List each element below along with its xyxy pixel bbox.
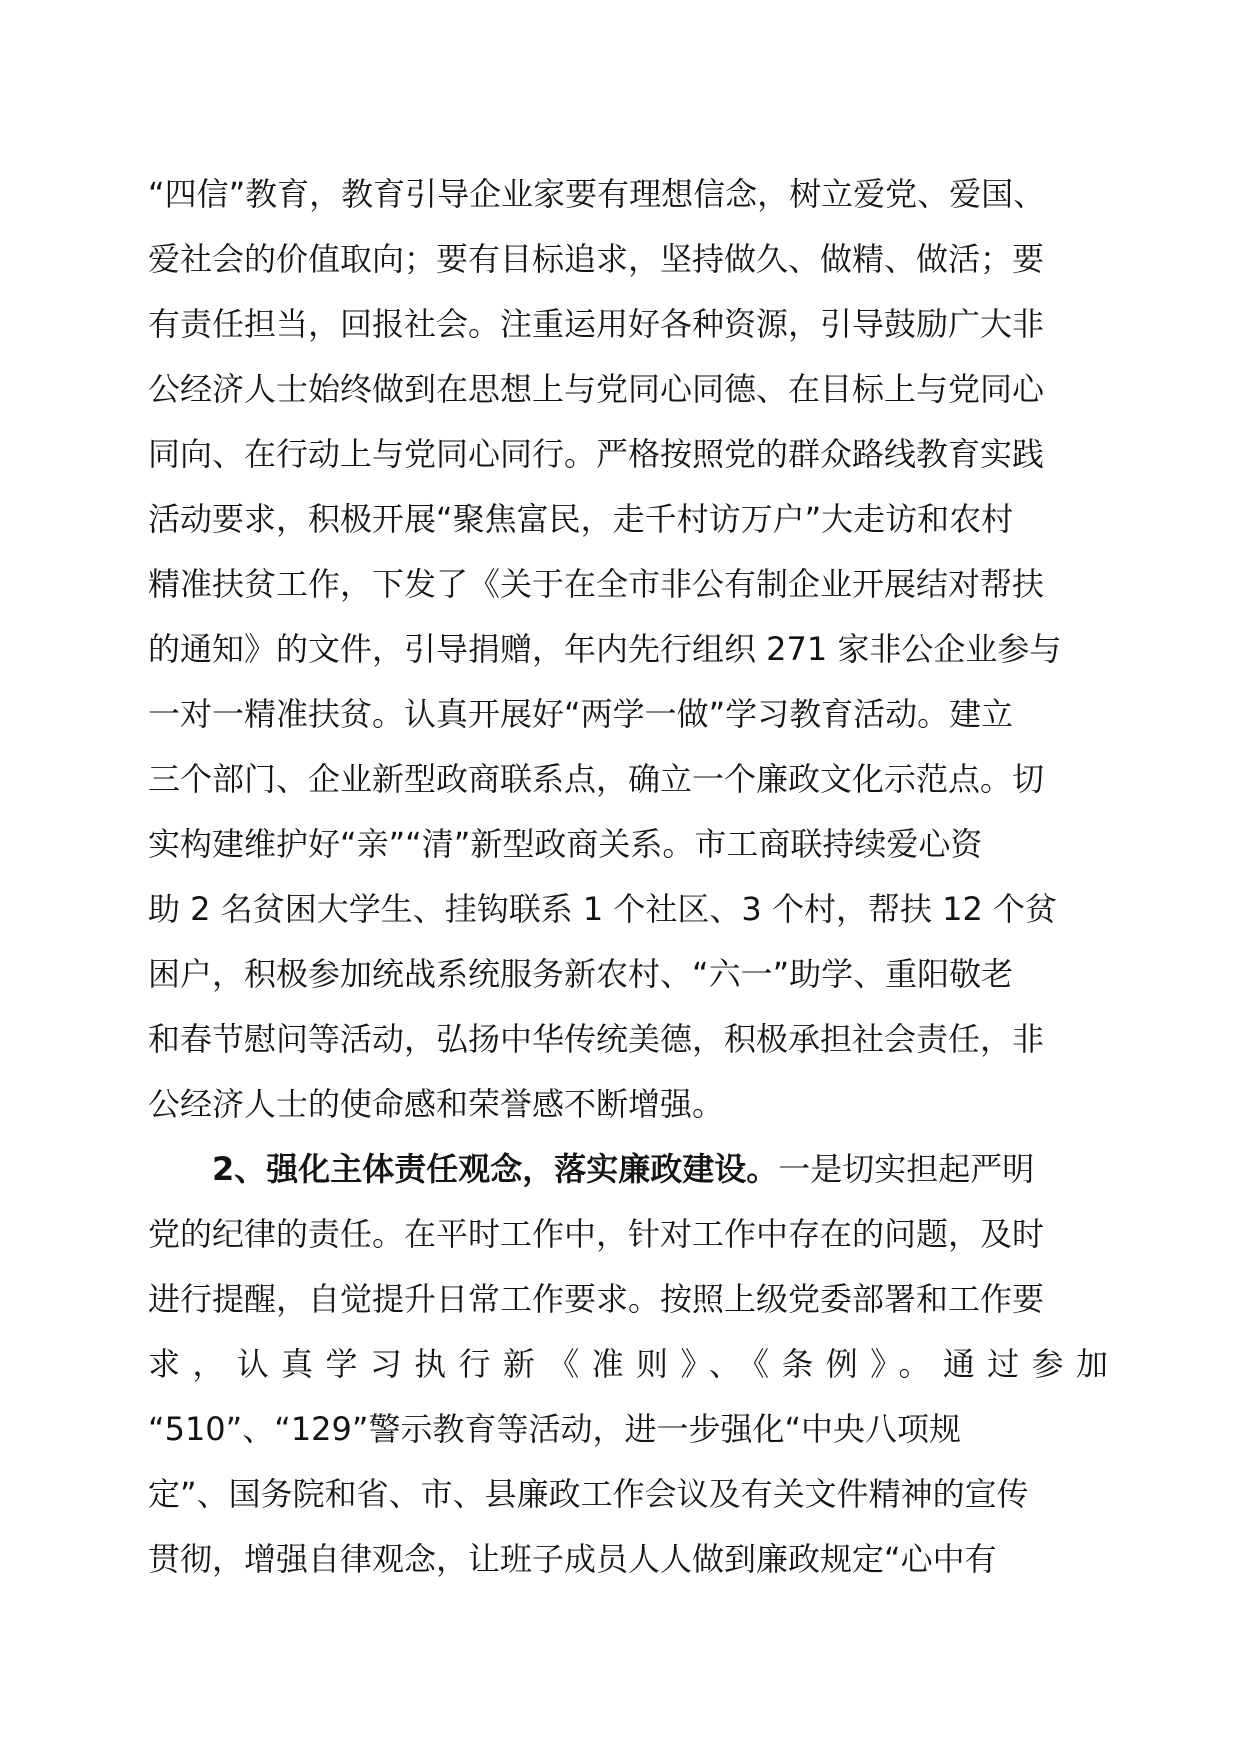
paragraph-1-line: 和春节慰问等活动，弘扬中华传统美德，积极承担社会责任，非 [148, 1020, 1045, 1058]
paragraph-1-line: 同向、在行动上与党同心同行。严格按照党的群众路线教育实践 [148, 435, 1045, 473]
paragraph-2-line: “510”、“129”警示教育等活动，进一步强化“中央八项规 [148, 1410, 962, 1448]
paragraph-2 [148, 1137, 1108, 1592]
paragraph-1-line: 助 2 名贫困大学生、挂钩联系 1 个社区、3 个村，帮扶 12 个贫 [148, 890, 1058, 928]
document-body [148, 162, 1108, 1592]
paragraph-1-line: 精准扶贫工作，下发了《关于在全市非公有制企业开展结对帮扶 [148, 565, 1045, 603]
paragraph-1-line: 爱社会的价值取向；要有目标追求，坚持做久、做精、做活；要 [148, 240, 1045, 278]
paragraph-1-line: 实构建维护好“亲”“清”新型政商关系。市工商联持续爱心资 [148, 825, 983, 863]
paragraph-1-line: 一对一精准扶贫。认真开展好“两学一做”学习教育活动。建立 [148, 695, 1014, 733]
paragraph-2-line: 求，认真学习执行新《准则》、《条例》。通过参加 [148, 1345, 1108, 1383]
paragraph-1-line: 公经济人士始终做到在思想上与党同心同德、在目标上与党同心 [148, 370, 1045, 408]
paragraph-2-line: 党的纪律的责任。在平时工作中，针对工作中存在的问题，及时 [148, 1215, 1045, 1253]
paragraph-2-line: 进行提醒，自觉提升日常工作要求。按照上级党委部署和工作要 [148, 1280, 1045, 1318]
paragraph-1-line: 活动要求，积极开展“聚焦富民，走千村访万户”大走访和农村 [148, 500, 1014, 538]
section-heading: 2、强化主体责任观念，落实廉政建设。 [212, 1150, 779, 1188]
paragraph-2-first-line [148, 1137, 1108, 1202]
paragraph-1-line: 困户，积极参加统战系统服务新农村、“六一”助学、重阳敬老 [148, 955, 1014, 993]
paragraph-1 [148, 162, 1108, 1137]
paragraph-2-line: 定”、国务院和省、市、县廉政工作会议及有关文件精神的宣传 [148, 1475, 1029, 1513]
paragraph-2-line: 贯彻，增强自律观念，让班子成员人人做到廉政规定“心中有 [148, 1540, 997, 1578]
paragraph-1-line: 公经济人士的使命感和荣誉感不断增强。 [148, 1085, 725, 1123]
paragraph-1-line: “四信”教育，教育引导企业家要有理想信念，树立爱党、爱国、 [148, 175, 1046, 213]
paragraph-2-first-line-text: 一是切实担起严明 [778, 1150, 1035, 1188]
paragraph-1-line: 的通知》的文件，引导捐赠，年内先行组织 271 家非公企业参与 [148, 630, 1062, 668]
paragraph-1-line: 三个部门、企业新型政商联系点，确立一个廉政文化示范点。切 [148, 760, 1045, 798]
paragraph-1-line: 有责任担当，回报社会。注重运用好各种资源，引导鼓励广大非 [148, 305, 1045, 343]
